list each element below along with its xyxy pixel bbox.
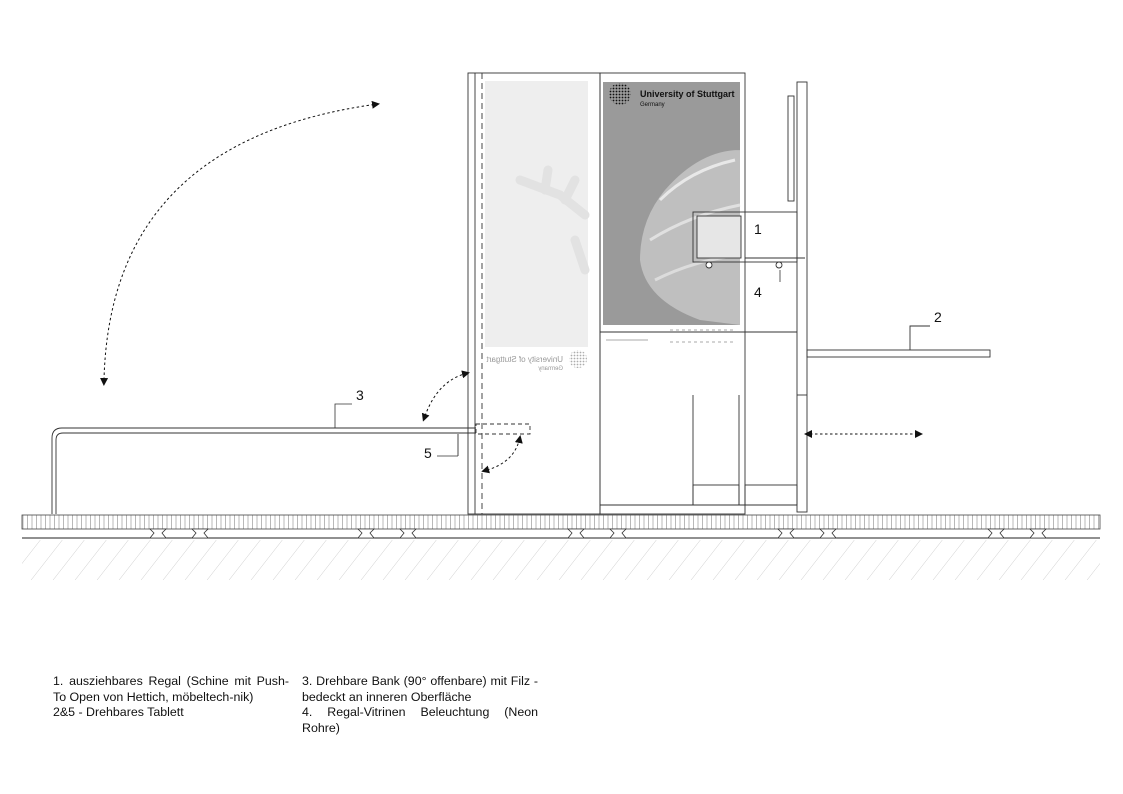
floor-foot [988,529,1004,538]
legend-right [302,674,538,736]
university-logo-mirrored [486,350,587,372]
callout-3: 3 [356,387,364,403]
svg-text:Germany: Germany [640,102,665,108]
cabinet-right [600,73,797,514]
callout-4: 4 [754,284,762,300]
svg-text:University of Stuttgart: University of Stuttgart [486,355,563,364]
legend-item-4: 4. Regal-Vitrinen Beleuchtung (Neon Rohre) [302,705,538,735]
ground-hatch [22,540,1100,580]
floor-foot [192,529,208,538]
rotating-tray [807,326,990,357]
floor-foot [778,529,794,538]
legend-item-2-5: 2&5 - Drehbares Tablett [53,705,184,720]
callout-5: 5 [424,445,432,461]
floor-foot [610,529,626,538]
floor-foot [150,529,166,538]
svg-text:Germany: Germany [538,366,563,372]
floor-foot [1030,529,1046,538]
floor-feet [150,529,1046,538]
legend-item-1: 1. ausziehbares Regal (Schine mit Push-To Open von Hettich, möbeltech-nik) [53,674,289,704]
floor-foot [400,529,416,538]
legend-left [53,674,289,721]
callout-2: 2 [934,309,942,325]
poster-left [485,81,588,347]
floor [22,515,1100,580]
rear-wall [788,82,807,512]
floor-foot [358,529,374,538]
floor-foot [568,529,584,538]
svg-text:University of Stuttgart: University of Stuttgart [640,89,735,99]
floor-foot [820,529,836,538]
cabinet-left [468,73,600,514]
legend-item-3: 3. Drehbare Bank (90° offenbare) mit Filz -bedeckt an inneren Oberfläche [302,674,538,704]
rotating-bench [52,424,530,514]
callout-1: 1 [754,221,762,237]
